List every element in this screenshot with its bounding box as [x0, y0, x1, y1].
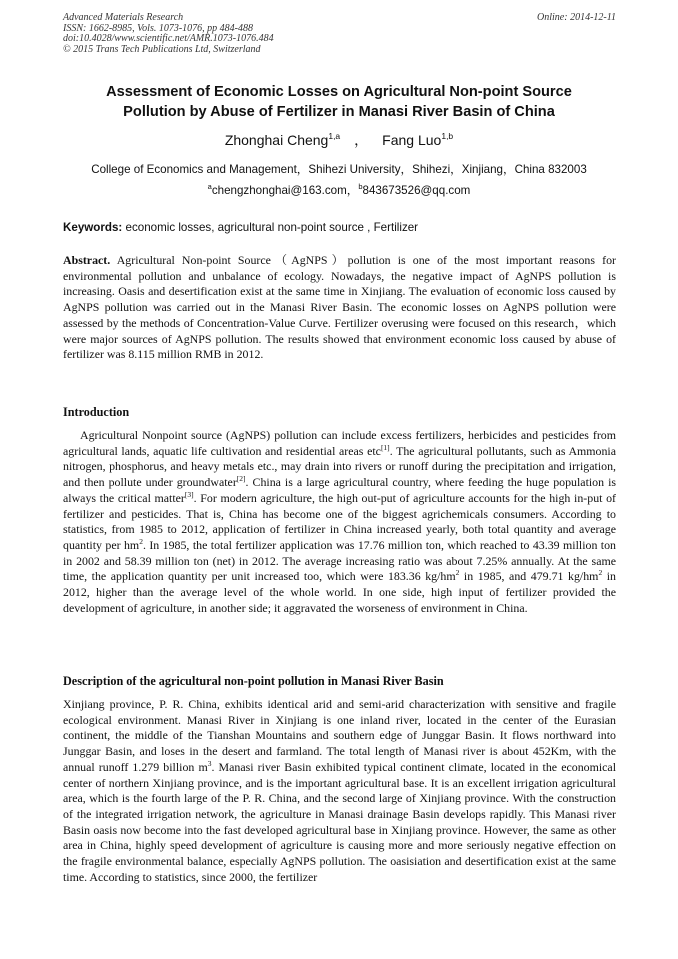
author-emails [60, 183, 618, 199]
description-paragraph [63, 697, 616, 885]
superscript-3: 3 [207, 758, 212, 768]
author-2-name: Fang Luo [382, 132, 442, 148]
author-2-affil-mark: 1,b [441, 131, 454, 141]
superscript-2: 2 [455, 568, 460, 578]
copyright-line: © 2015 Trans Tech Publications Ltd, Switzerland [63, 43, 261, 55]
keywords [63, 220, 619, 236]
keywords-text: economic losses, agricultural non-point source , Fertilizer [122, 221, 419, 234]
introduction-paragraph [63, 428, 616, 616]
email-a: chengzhonghai@163.com， [211, 184, 359, 197]
intro-text-4: . For modern agriculture, the high out-put of agriculture accounts for the high in-put of fertilizer and pesticides. That is, China has become one of the biggest agrichemicals consumers. According to statistics, from 1985 to 2012, application of fertilizer in China increased yearly, both total quantity and average quantity per hm [63, 490, 617, 552]
intro-text-6: in 1985, and 479.71 kg/hm [459, 569, 599, 584]
author-list [60, 131, 618, 149]
introduction-heading: Introduction [63, 405, 130, 419]
author-separator: ， [354, 132, 369, 148]
intro-text-3: . China is a large agricultural country, where feeding the huge population is always the critical matter [63, 475, 616, 505]
email-a-mark: a [207, 182, 212, 191]
online-date: Online: 2014-12-11 [537, 12, 616, 23]
issn-line: ISSN: 1662-8985, Vols. 1073-1076, pp 484-488 [63, 22, 253, 34]
intro-text-1: Agricultural Nonpoint source (AgNPS) pollution can include excess fertilizers, herbicides and pesticides from agricultural lands, aquatic life cultivation and residential areas etc [63, 428, 616, 458]
desc-text-2: . Manasi river Basin exhibited typical continent climate, located in the economical center of northern Xinjiang province, and is the important agricultural base. It is an excellent irrigation agricultural area, which is the fourth large of the P. R. China, and the second large of Xinjiang province. With the construction of the integrated irrigation network, the agriculture in Manasi drainage Basin develops rapidly. This Manasi river Basin oasis now become into the fast developed agricultural base in Xinjiang province. However, the same as other area in China, highly speed development of agriculture is causing more and more seriously negative effection on the fragile environmental balance, especially AgNPS pollution. The oasisiation and desertification exist at the same time. According to statistics, since 2000, the fertilizer [63, 759, 616, 884]
affiliation: College of Economics and Management，Shihezi University，Shihezi，Xinjiang，China 832003 [91, 163, 587, 176]
description-heading: Description of the agricultural non-point pollution in Manasi River Basin [63, 674, 444, 688]
intro-text-5: . In 1985, the total fertilizer application was 17.76 million ton, which reached to 43.39 million ton in 2002 and 58.39 million ton (net) in 2012. The average increasing ratio was about 7.25% annually. At the same time, the application quantity per unit increased too, which were 183.36 kg/hm [63, 537, 616, 584]
journal-name: Advanced Materials Research [63, 12, 184, 23]
keywords-label: Keywords: [63, 221, 123, 234]
intro-text-2: . The agricultural pollutants, such as Ammonia nitrogen, phosphorus, and heavy metals etc., may drain into rivers or runoff during the precipitation and irrigation, and then pollute under groundwater [63, 443, 616, 490]
abstract [63, 253, 616, 363]
desc-text-1: Xinjiang province, P. R. China, exhibits identical arid and semi-arid characterization with sensitive and fragile ecological environment. Manasi River in Xinjiang is one inland river, located in the center of the Eurasian continent, the middle of the Tianshan Mountains and southern edge of Junggar Basin. It flows northward into Junggar Basin, and loses in the desert and farmland. The total length of Manasi river is about 452Km, with the annual runoff 1.279 billion m [63, 697, 616, 774]
citation-1: [1] [380, 442, 390, 452]
abstract-label: Abstract. [63, 253, 111, 267]
superscript-2: 2 [598, 568, 603, 578]
paper-title [60, 83, 618, 122]
email-b-mark: b [358, 182, 363, 191]
journal-header [63, 13, 616, 55]
citation-2: [2] [236, 474, 246, 484]
doi-line: doi:10.4028/www.scientific.net/AMR.1073-1076.484 [63, 33, 274, 45]
intro-text-7: in 2012, higher than the average level of the whole world. In one side, high input of fertilizer provided the development of agriculture, in another side; it aggravated the worseness of environment in China. [63, 569, 616, 615]
superscript-2: 2 [139, 536, 143, 546]
title-line-1: Assessment of Economic Losses on Agricultural Non-point Source [106, 84, 572, 100]
citation-3: [3] [184, 489, 194, 499]
title-line-2: Pollution by Abuse of Fertilizer in Manasi River Basin of China [123, 103, 555, 120]
email-b: 843673526@qq.com [362, 184, 471, 197]
author-1-name: Zhonghai Cheng [224, 132, 329, 148]
abstract-text: Agricultural Non-point Source（AgNPS）pollution is one of the most important reasons for environmental pollution and unbalance of ecology. Nowadays, the negative impact of AgNPS pollution is increasing. Oasis and desertification exist at the same time in Xinjiang. The evaluation of economic loss caused by AgNPS pollution was carried out in the Manasi River Basin. The economic losses on AgNPS pollution were assessed by the methods of Concentration-Value Curve. Fertilizer overusing were focused on this research，which were major sources of AgNPS pollution. The results showed that environment economic loss caused by abuse of fertilizer was 8.115 million RMB in 2012. [63, 253, 616, 362]
author-1-affil-mark: 1,a [328, 131, 341, 141]
